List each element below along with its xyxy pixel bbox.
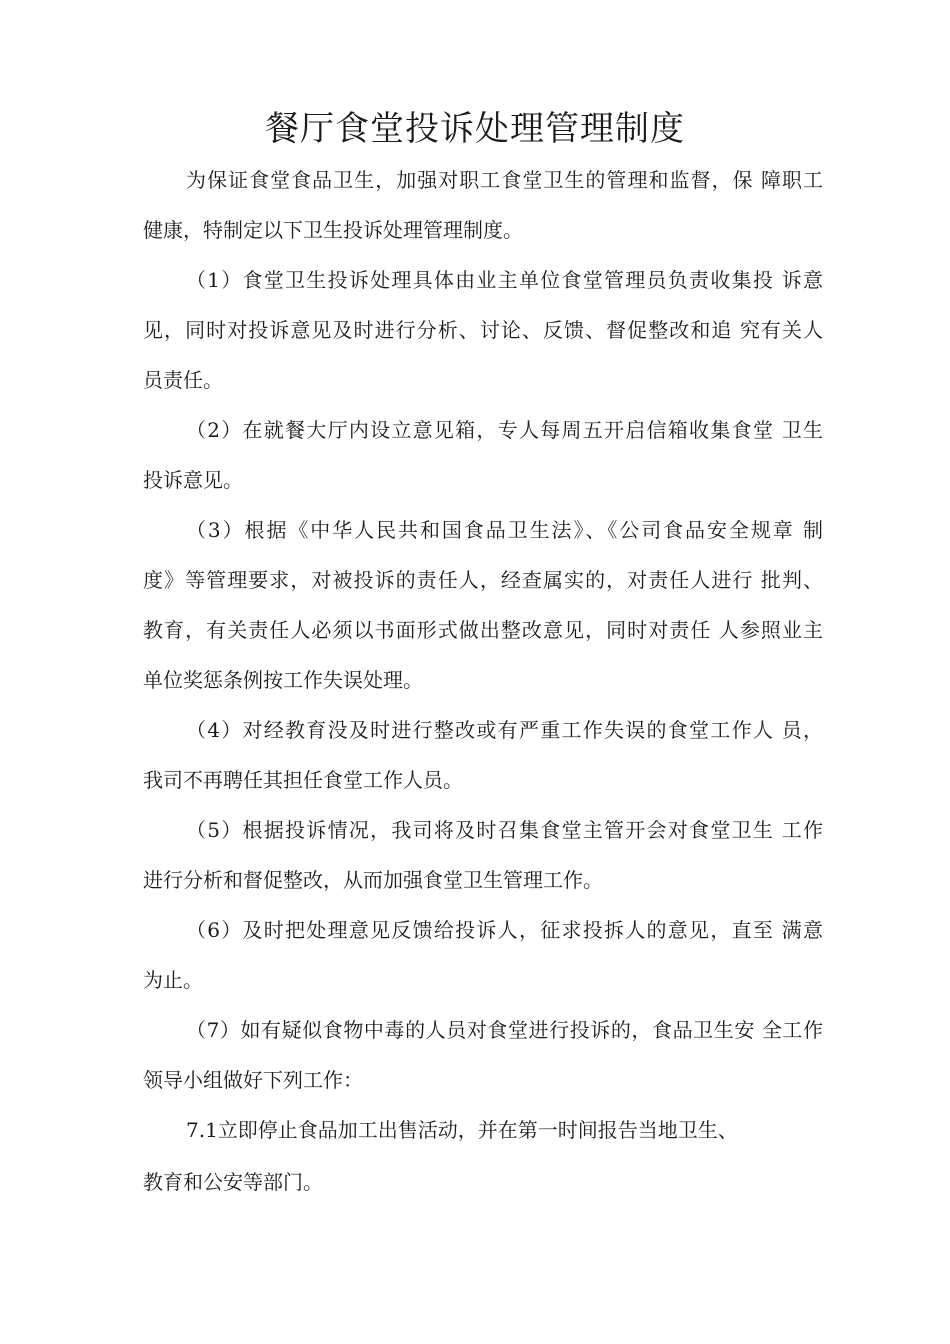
item-3-line-2: 度》等管理要求，对被投诉的责任人，经查属实的，对责任人进行 批判、 — [143, 568, 823, 592]
item-3-line-3: 教育，有关责任人必须以书面形式做出整改意见，同时对责任 人参照业主 — [143, 618, 823, 642]
item-7-1-line-1: 7.1立即停止食品加工出售活动，并在第一时间报告当地卫生、 — [186, 1118, 738, 1142]
item-3-line-4: 单位奖惩条例按工作失误处理。 — [143, 668, 423, 692]
document-title: 餐厅食堂投诉处理管理制度 — [265, 109, 685, 149]
item-3-line-1: （3）根据《中华人民共和国食品卫生法》、《公司食品安全规章 制 — [186, 518, 823, 542]
item-1-line-3: 员责任。 — [143, 368, 223, 392]
item-6-line-2: 为止。 — [143, 968, 203, 992]
item-1-line-1: （1）食堂卫生投诉处理具体由业主单位食堂管理员负责收集投 诉意 — [186, 268, 823, 292]
paragraph-intro-line-1: 为保证食堂食品卫生，加强对职工食堂卫生的管理和监督，保 障职工 — [186, 168, 823, 192]
item-5-line-2: 进行分析和督促整改，从而加强食堂卫生管理工作。 — [143, 868, 603, 892]
paragraph-intro-line-2: 健康，特制定以下卫生投诉处理管理制度。 — [143, 218, 523, 242]
item-7-line-1: （7）如有疑似食物中毒的人员对食堂进行投诉的，食品卫生安 全工作 — [186, 1018, 823, 1042]
item-5-line-1: （5）根据投诉情况，我司将及时召集食堂主管开会对食堂卫生 工作 — [186, 818, 823, 842]
item-2-line-1: （2）在就餐大厅内设立意见箱，专人每周五开启信箱收集食堂 卫生 — [186, 418, 823, 442]
item-2-line-2: 投诉意见。 — [143, 468, 243, 492]
item-1-line-2: 见，同时对投诉意见及时进行分析、讨论、反馈、督促整改和追 究有关人 — [143, 318, 823, 342]
item-4-line-2: 我司不再聘任其担任食堂工作人员。 — [143, 768, 463, 792]
item-7-1-line-2: 教育和公安等部门。 — [143, 1170, 323, 1194]
item-7-line-2: 领导小组做好下列工作： — [143, 1068, 363, 1092]
item-4-line-1: （4）对经教育没及时进行整改或有严重工作失误的食堂工作人 员， — [186, 718, 823, 742]
item-6-line-1: （6）及时把处理意见反馈给投诉人，征求投拆人的意见，直至 满意 — [186, 918, 823, 942]
